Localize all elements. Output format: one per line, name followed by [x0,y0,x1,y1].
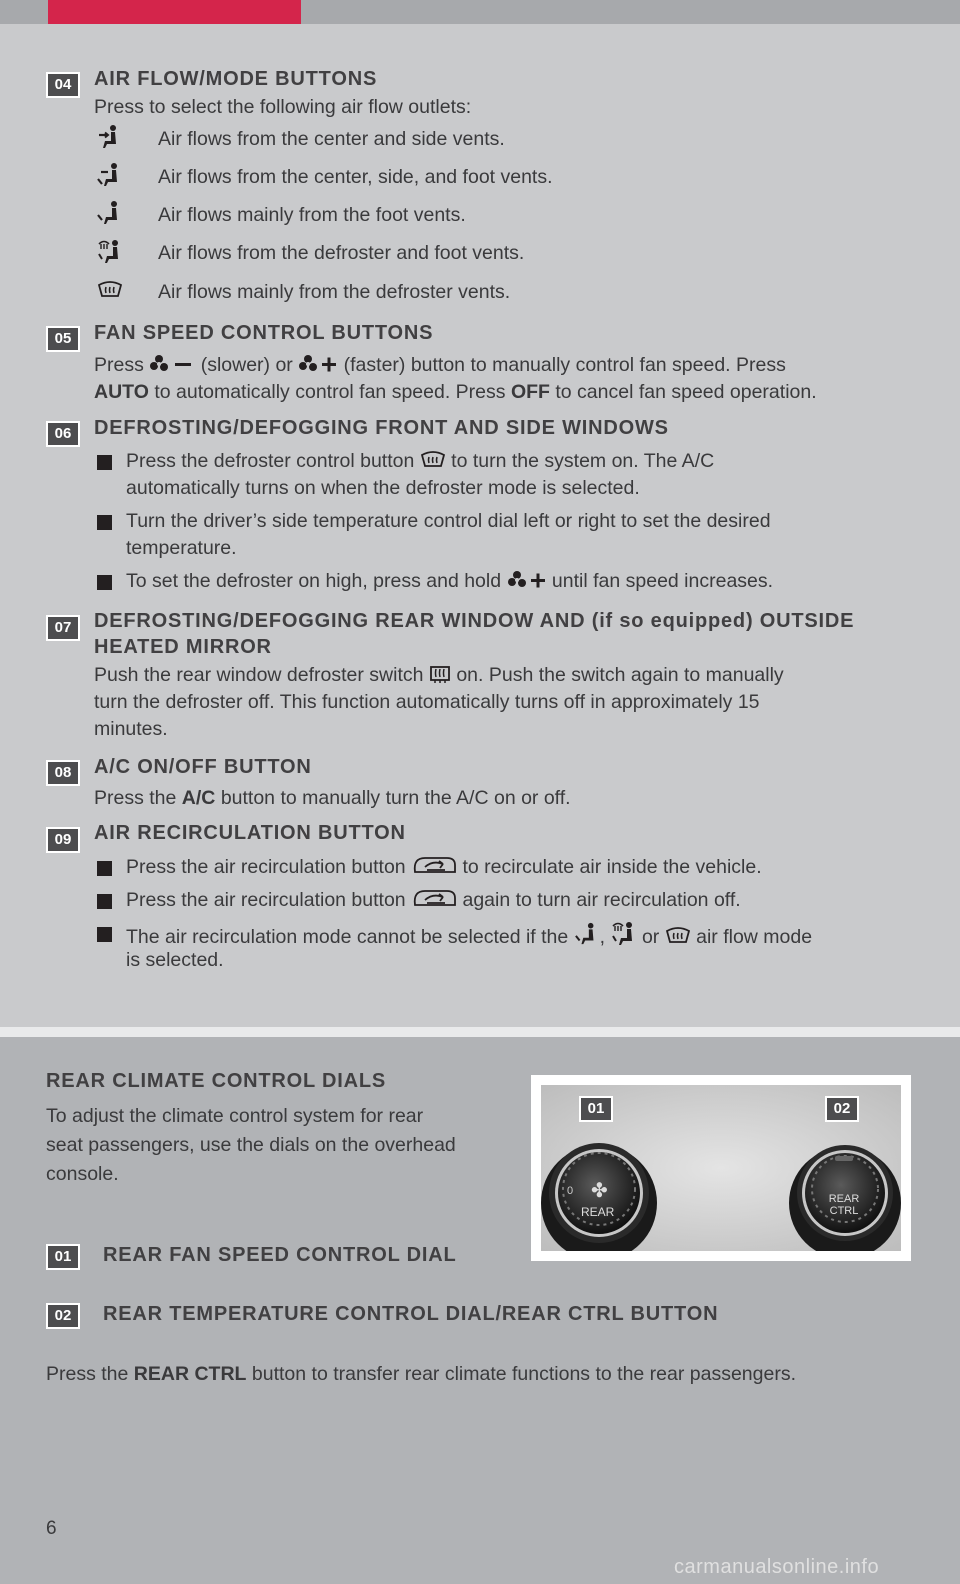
recirc-b3-part-b: air flow mode [696,926,813,948]
dial1-rear-label: REAR [581,1205,615,1219]
mode-text-1: Air flows from the center and side vents. [158,128,505,150]
fan-speed-line-1 [94,352,786,382]
defrost-foot-mode-icon [611,920,637,954]
heading-rear-temp-dial: REAR TEMPERATURE CONTROL DIAL/REAR CTRL BUTTON [103,1303,719,1325]
defrost-b3-part-b: until fan speed increases. [551,570,774,592]
badge-04: 04 [48,74,78,96]
recirc-bullet-3-line-2: is selected. [126,949,224,971]
rear-note-part-a: Press the [46,1363,129,1385]
badge-06: 06 [48,423,78,445]
heading-ac-onoff: A/C ON/OFF BUTTON [94,756,312,778]
rear-dials-photo [531,1075,911,1261]
recirculation-icon [411,854,457,884]
recirc-b1-part-a: Press the air recirculation button [126,856,406,878]
recirculation-icon [411,887,457,917]
defrost-front-bullet-1-line-1 [126,448,714,478]
rear-ctrl-note [46,1360,796,1389]
dial1-zero-label: 0 [567,1185,574,1197]
heading-defrost-rear-line-2: HEATED MIRROR [94,636,272,658]
mode-text-5: Air flows mainly from the defroster vents. [158,281,511,303]
bi-level-mode-icon [97,162,123,188]
ac-part-b: button to manually turn the A/C on or off. [220,787,571,809]
vent-mode-icon [97,124,123,150]
bullet-09-1 [97,861,112,876]
mode-text-4: Air flows from the defroster and foot vents. [158,242,525,264]
defrost-b1-part-b: to turn the system on. The A/C [451,450,715,472]
section-divider [0,1027,960,1037]
fan-line2-part-a: to automatically control fan speed. Press [154,381,506,403]
bullet-06-3 [97,575,112,590]
rear-defrost-part-a: Push the rear window defroster switch [94,664,424,686]
auto-keyword: AUTO [94,381,149,403]
defrost-mode-icon [97,277,123,303]
defrost-b3-part-a: To set the defroster on high, press and hold [126,570,502,592]
foot-mode-icon [97,200,123,226]
defrost-b1-part-a: Press the defroster control button [126,450,415,472]
top-accent-bar [48,0,301,24]
rear-dials-photo-image [541,1085,901,1251]
bullet-09-2 [97,894,112,909]
dial2-line-1: REAR [828,1193,860,1205]
recirc-bullet-1 [126,854,762,884]
defrost-front-bullet-2-line-2: temperature. [126,537,237,559]
rear-intro-line-2: seat passengers, use the dials on the overhead [46,1134,456,1156]
defrost-front-bullet-1-line-2: automatically turns on when the defroster mode is selected. [126,477,640,499]
fan-line1-part-b: (slower) or [200,354,293,376]
defrost-front-bullet-3 [126,568,773,598]
rear-intro-line-3: console. [46,1163,119,1185]
dial2-line-2: CTRL [829,1205,859,1217]
recirc-b3-or: or [641,926,660,948]
fan-speed-line-2 [94,379,817,406]
badge-09: 09 [48,829,78,851]
fan-plus-icon [507,570,547,598]
badge-07: 07 [48,617,78,639]
fan-plus-icon [298,354,338,382]
off-keyword: OFF [510,381,550,403]
heading-air-flow-mode: AIR FLOW/MODE BUTTONS [94,68,378,90]
heading-defrost-rear-line-1: DEFROSTING/DEFOGGING REAR WINDOW AND (if so equipped) OUTSIDE [94,610,855,632]
recirc-b3-comma: , [599,926,606,948]
rear-ctrl-keyword: REAR CTRL [133,1363,247,1385]
recirc-b3-part-a: The air recirculation mode cannot be selected if the [126,926,569,948]
heading-rear-climate: REAR CLIMATE CONTROL DIALS [46,1070,387,1092]
defrost-foot-mode-icon [97,238,123,264]
top-bar [0,0,960,24]
defrost-rear-line-3: minutes. [94,718,168,740]
ac-keyword: A/C [181,787,216,809]
ac-part-a: Press the [94,787,177,809]
recirc-bullet-3-line-1 [126,920,812,954]
photo-badge-01: 01 [581,1098,611,1120]
badge-05: 05 [48,328,78,350]
badge-01: 01 [48,1246,78,1268]
rear-intro-line-1: To adjust the climate control system for rear [46,1105,424,1127]
foot-mode-icon [574,922,600,954]
defrost-rear-line-1 [94,662,784,692]
recirc-b2-part-b: again to turn air recirculation off. [462,889,741,911]
air-flow-intro: Press to select the following air flow outlets: [94,96,472,118]
fan-minus-icon [149,354,195,382]
recirc-bullet-2 [126,887,741,917]
fan-line1-part-a: Press [94,354,144,376]
mode-text-3: Air flows mainly from the foot vents. [158,204,466,226]
watermark: carmanualsonline.info [674,1556,880,1578]
recirc-b1-part-b: to recirculate air inside the vehicle. [462,856,762,878]
fan-icon: ✤ [591,1180,608,1202]
heading-defrost-front: DEFROSTING/DEFOGGING FRONT AND SIDE WINDOWS [94,417,669,439]
rear-note-part-c: button to transfer rear climate functions to the rear passengers. [251,1363,797,1385]
defrost-rear-line-2: turn the defroster off. This function automatically turns off in approximately 15 [94,691,760,713]
rear-defrost-part-b: on. Push the switch again to manually [456,664,784,686]
defroster-button-icon [420,450,446,478]
defrost-front-bullet-2-line-1: Turn the driver’s side temperature control dial left or right to set the desired [126,510,771,532]
fan-line1-part-c: (faster) button to manually control fan speed. Press [343,354,786,376]
bullet-06-2 [97,515,112,530]
recirc-b2-part-a: Press the air recirculation button [126,889,406,911]
badge-08: 08 [48,762,78,784]
fan-line2-part-b: to cancel fan speed operation. [555,381,817,403]
heading-rear-fan-dial: REAR FAN SPEED CONTROL DIAL [103,1244,457,1266]
rear-defroster-icon [429,664,451,692]
bullet-06-1 [97,455,112,470]
mode-text-2: Air flows from the center, side, and foot vents. [158,166,553,188]
heading-air-recirculation: AIR RECIRCULATION BUTTON [94,822,406,844]
photo-badge-02: 02 [827,1098,857,1120]
ac-onoff-text [94,785,571,812]
badge-02: 02 [48,1305,78,1327]
dial2-rear-ctrl-label [827,1193,861,1217]
heading-fan-speed: FAN SPEED CONTROL BUTTONS [94,322,434,344]
defrost-mode-icon [665,926,691,954]
bullet-09-3 [97,927,112,942]
page-number: 6 [46,1518,57,1539]
